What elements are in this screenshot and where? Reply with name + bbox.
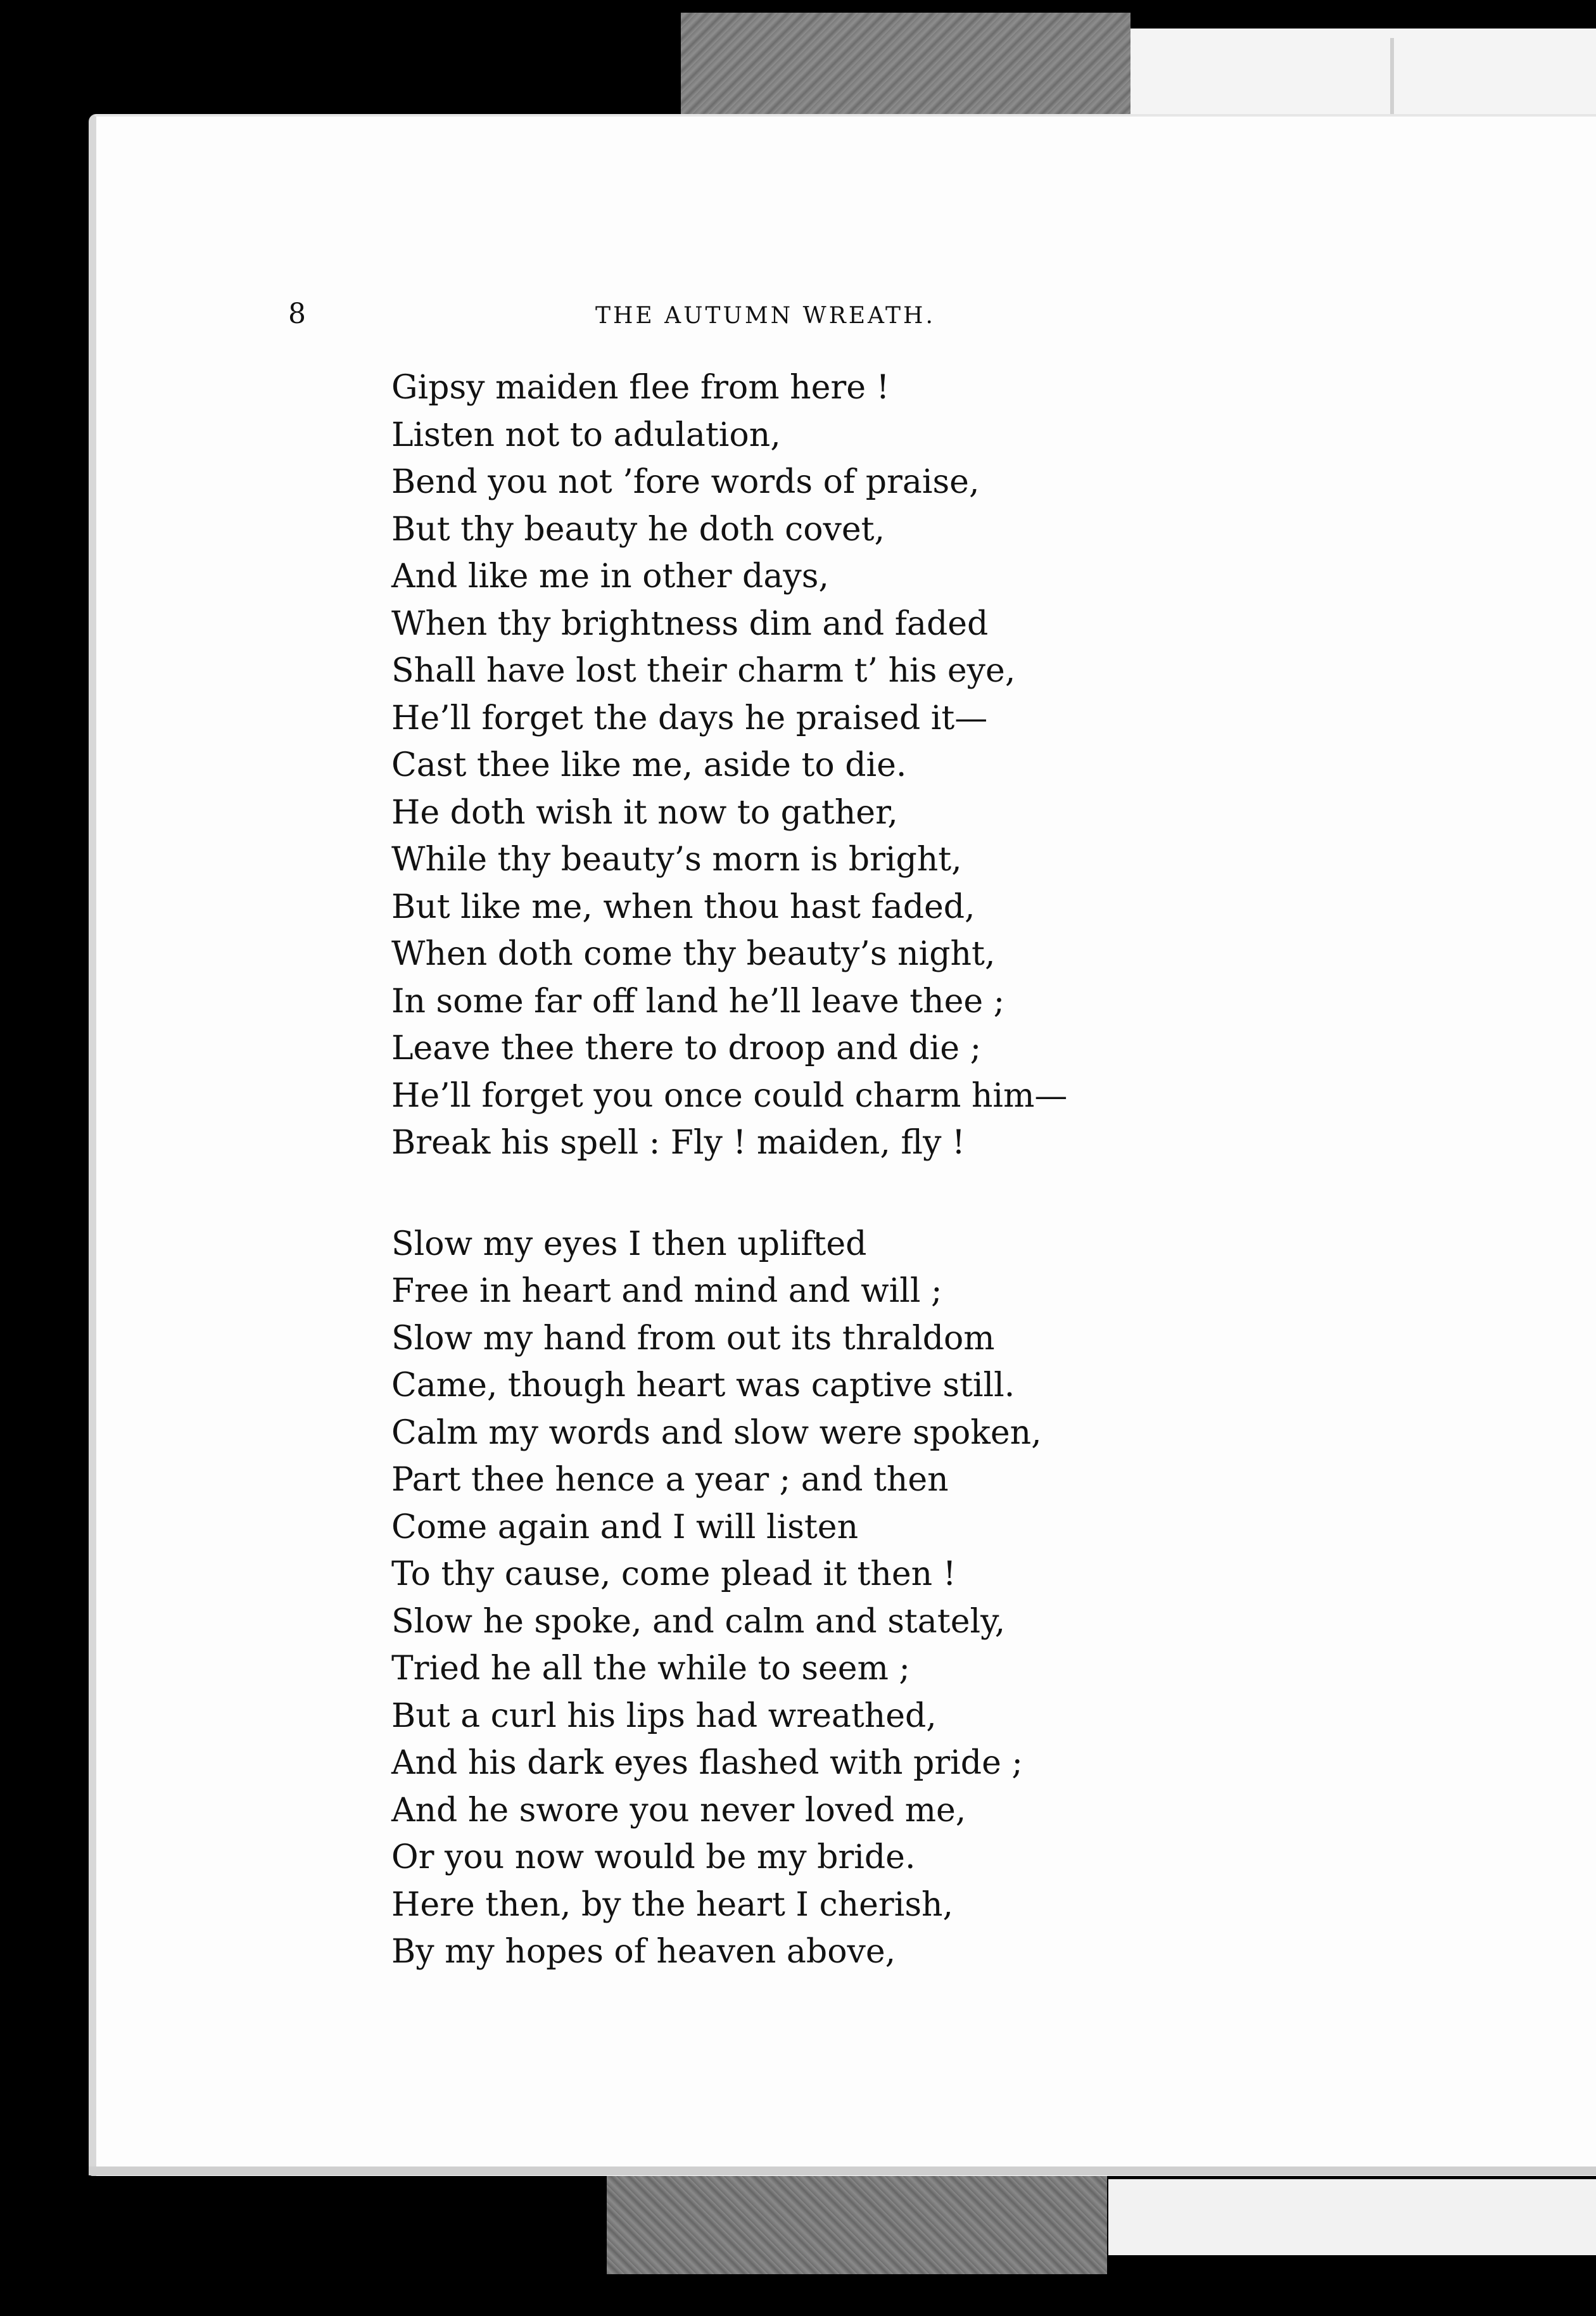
poem-line: But thy beauty he doth covet, [391, 510, 885, 549]
poem-line: Slow my eyes I then uplifted [391, 1225, 867, 1263]
poem-line: He doth wish it now to gather, [391, 793, 898, 832]
book-title: THE AUTUMN WREATH. [595, 303, 935, 329]
poem-line: By my hopes of heaven above, [391, 1933, 896, 1971]
poem-line: But like me, when thou hast faded, [391, 888, 975, 926]
page-number: 8 [288, 298, 306, 330]
stanza-break [391, 1167, 1151, 1221]
poem-line: Gipsy maiden flee from here ! [391, 369, 890, 407]
poem-line: While thy beauty’s morn is bright, [391, 841, 962, 879]
poem-line: Bend you not ’fore words of praise, [391, 463, 980, 501]
tape-strip-top [681, 13, 1130, 124]
poem-line: Or you now would be my bride. [391, 1838, 916, 1876]
poem-line: Free in heart and mind and will ; [391, 1272, 942, 1310]
poem-line: Slow he spoke, and calm and stately, [391, 1602, 1006, 1641]
poem-line: Tried he all the while to seem ; [391, 1650, 910, 1688]
next-page-edge-top [1130, 29, 1596, 124]
poem-line: When doth come thy beauty’s night, [391, 935, 996, 973]
next-page-edge-bottom [1108, 2179, 1596, 2255]
binding-mark [1390, 38, 1394, 114]
poem-line: In some far off land he’ll leave thee ; [391, 982, 1005, 1021]
poem-line: He’ll forget you once could charm him— [391, 1076, 1068, 1115]
tape-strip-bottom [607, 2170, 1107, 2274]
poem-line: Slow my hand from out its thraldom [391, 1319, 995, 1358]
poem-line: He’ll forget the days he praised it— [391, 699, 988, 737]
poem-line: Shall have lost their charm t’ his eye, [391, 652, 1016, 690]
poem-line: Break his spell : Fly ! maiden, fly ! [391, 1124, 965, 1162]
poem-line: And his dark eyes flashed with pride ; [391, 1744, 1023, 1782]
poem-line: Listen not to adulation, [391, 416, 781, 454]
poem-line: And he swore you never loved me, [391, 1791, 966, 1829]
poem-line: Part thee hence a year ; and then [391, 1461, 949, 1499]
poem-line: Come again and I will listen [391, 1508, 859, 1546]
poem-line: Here then, by the heart I cherish, [391, 1885, 954, 1924]
poem-line: Cast thee like me, aside to die. [391, 746, 907, 784]
running-head [288, 298, 998, 336]
page-bottom-edge [89, 2166, 1596, 2175]
poem-line: Leave thee there to droop and die ; [391, 1029, 982, 1067]
poem-line: When thy brightness dim and faded [391, 604, 989, 643]
poem-line: Calm my words and slow were spoken, [391, 1413, 1042, 1452]
poem-line: Came, though heart was captive still. [391, 1366, 1015, 1404]
poem-line: And like me in other days, [391, 557, 829, 595]
poem-line: But a curl his lips had wreathed, [391, 1696, 937, 1735]
poem-body [391, 364, 1151, 1976]
poem-line: To thy cause, come plead it then ! [391, 1555, 956, 1593]
